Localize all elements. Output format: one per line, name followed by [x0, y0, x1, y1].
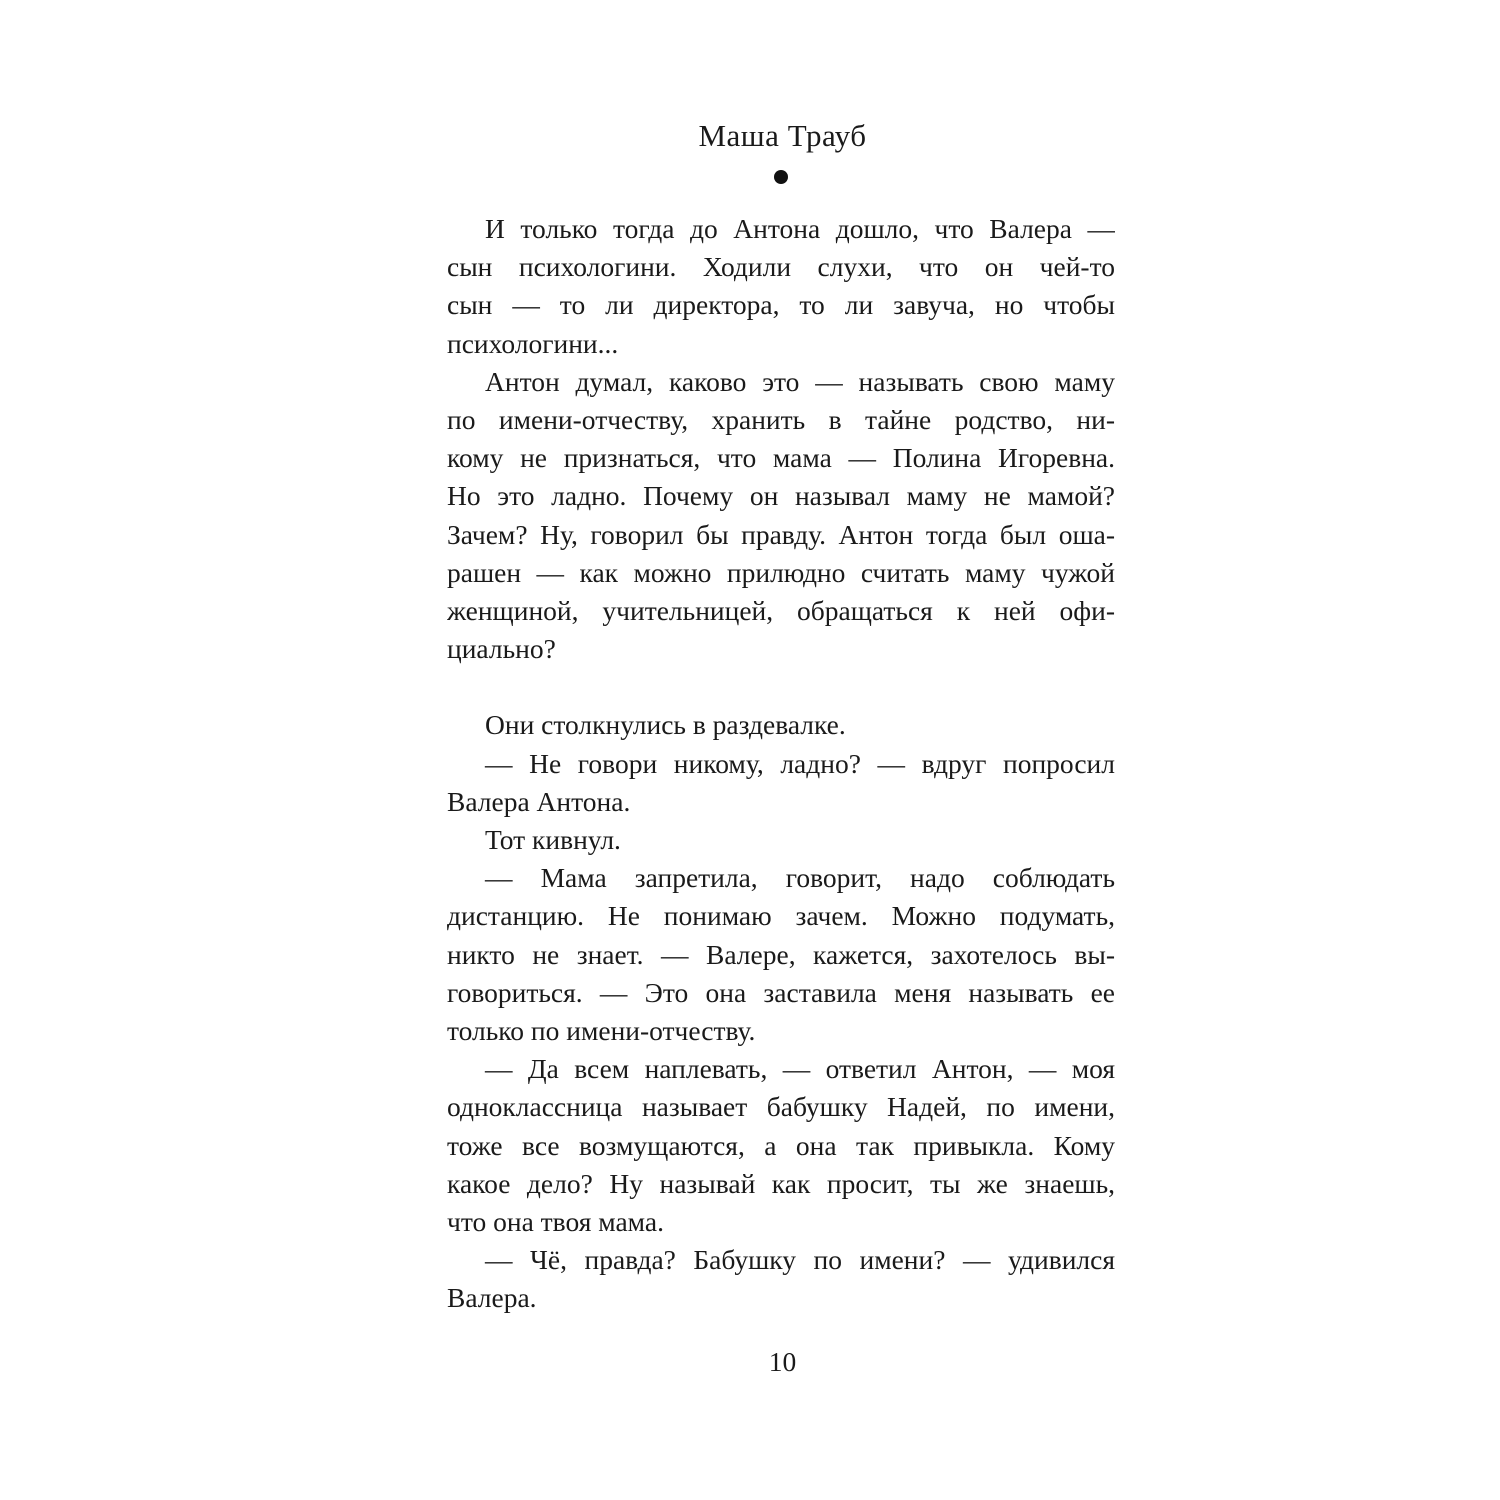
paragraph-gap [447, 668, 1115, 706]
body-text [447, 210, 1115, 1317]
text-line: сын психологини. Ходили слухи, что он чей-то [447, 251, 1115, 283]
text-line: психологини... [447, 327, 619, 359]
text-line: циально? [447, 633, 556, 665]
text-line: — Чё, правда? Бабушку по имени? — удивился [485, 1244, 1115, 1276]
text-line: женщиной, учительницей, обращаться к ней офи- [447, 594, 1115, 626]
text-line: И только тогда до Антона дошло, что Валера — [485, 213, 1115, 244]
text-line: Зачем? Ну, говорил бы правду. Антон тогда был оша- [447, 518, 1115, 550]
text-line: только по имени-отчеству. [447, 1014, 756, 1046]
text-line: Антон думал, каково это — называть свою маму [485, 365, 1115, 397]
text-line: сын — то ли директора, то ли завуча, но чтобы [447, 289, 1115, 321]
text-line: Валера Антона. [447, 785, 631, 817]
text-line: Тот кивнул. [485, 824, 621, 855]
text-line: кому не признаться, что мама — Полина Игоревна. [447, 442, 1115, 474]
text-line: Но это ладно. Почему он называл маму не мамой? [447, 480, 1115, 512]
text-line: какое дело? Ну называй как просит, ты же знаешь, [447, 1167, 1115, 1199]
text-line: — Да всем наплевать, — ответил Антон, — моя [485, 1053, 1115, 1085]
text-line: по имени-отчеству, хранить в тайне родство, ни- [447, 403, 1115, 435]
text-line: — Не говори никому, ладно? — вдруг попросил [485, 747, 1115, 779]
text-line: никто не знает. — Валере, кажется, захотелось вы- [447, 938, 1115, 970]
text-line: рашен — как можно прилюдно считать маму чужой [447, 556, 1115, 588]
text-line: — Мама запретила, говорит, надо соблюдать [485, 862, 1115, 894]
page-number: 10 [768, 1346, 797, 1377]
text-line: Валера. [447, 1282, 537, 1314]
text-line: говориться. — Это она заставила меня называть ее [447, 976, 1115, 1008]
text-line: одноклассница называет бабушку Надей, по имени, [447, 1091, 1115, 1123]
text-line: дистанцию. Не понимаю зачем. Можно подумать, [447, 900, 1115, 932]
text-line: что она твоя мама. [447, 1205, 664, 1237]
text-line: Они столкнулись в раздевалке. [485, 709, 846, 741]
text-line: тоже все возмущаются, а она так привыкла. Кому [447, 1129, 1115, 1161]
bullet-ornament [774, 170, 788, 184]
running-head-author: Маша Трауб [698, 118, 867, 153]
